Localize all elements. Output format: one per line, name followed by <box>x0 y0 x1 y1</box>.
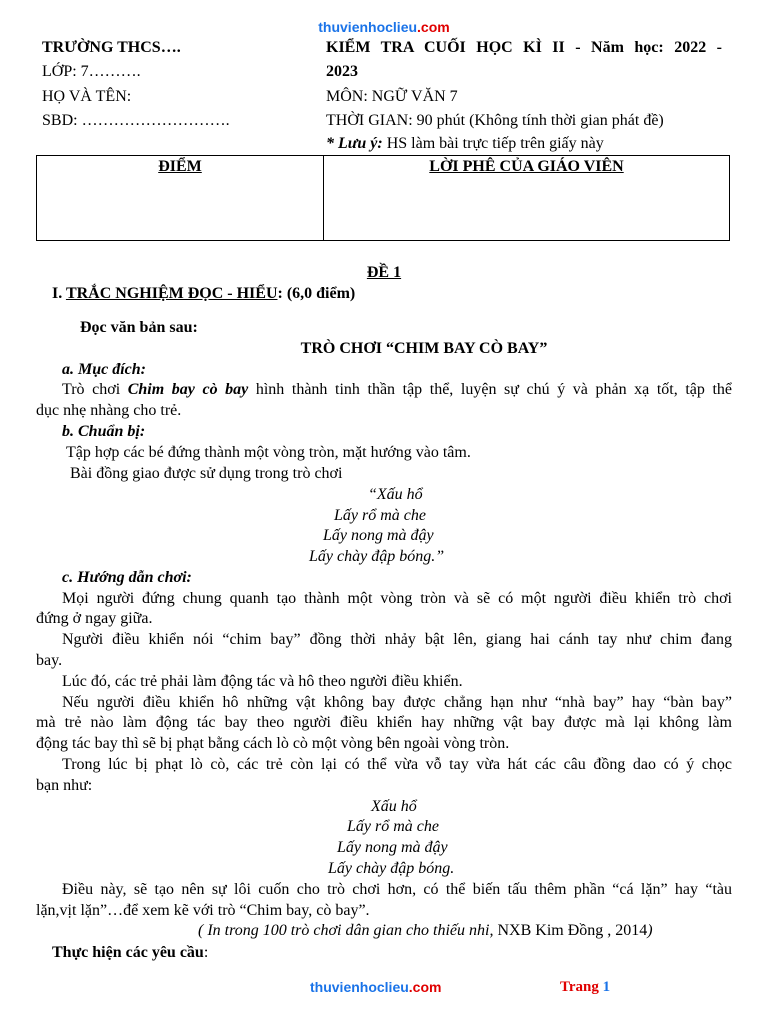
poem1-line: “Xấu hổ <box>368 486 423 503</box>
paragraph-b-line1: Tập hợp các bé đứng thành một vòng tròn, mặt hướng vào tâm. <box>66 444 471 461</box>
paragraph-a-line2: dục nhẹ nhàng cho trẻ. <box>36 402 182 419</box>
paragraph-c6-line2: lặn,vịt lặn”…để xem kẽ với trò “Chim bay, cò bay”. <box>36 902 370 919</box>
section-heading <box>52 283 768 304</box>
paragraph-c2-line2: bay. <box>36 652 63 669</box>
exam-note-text: HS làm bài trực tiếp trên giấy này <box>382 135 604 152</box>
paragraph-c4-line1: Nếu người điều khiển hô những vật không bay được chẳng hạn như “nhà bay” hay “bàn bay” <box>62 694 732 711</box>
paragraph-c3: Lúc đó, các trẻ phải làm động tác và hô theo người điều khiển. <box>62 673 463 690</box>
paragraph-c2-line1: Người điều khiển nói “chim bay” đồng thời nhảy bật lên, giang hai cánh tay như chim đang <box>62 631 732 648</box>
paragraph-c4-line2: mà trẻ nào làm động tác bay theo người điều khiển hay những vật bay được mà lại không làm <box>36 714 732 731</box>
exam-version-title: ĐỀ 1 <box>366 264 402 281</box>
site-logo-part2: .com <box>417 19 450 35</box>
exam-time: THỜI GIAN: 90 phút (Không tính thời gian phát đề) <box>326 112 664 129</box>
exam-note-label: * Lưu ý: <box>326 135 383 152</box>
passage-title: TRÒ CHƠI “CHIM BAY CÒ BAY” <box>300 340 548 357</box>
poem2-line: Xấu hổ <box>371 798 417 815</box>
task-colon: : <box>203 944 209 961</box>
task-heading <box>52 942 768 963</box>
footer-logo-part1: thuvienhoclieu <box>310 979 409 995</box>
source-book: 100 trò chơi dân gian cho thiếu nhi, <box>262 922 494 939</box>
source-close: ) <box>647 922 653 939</box>
task-label: Thực hiện các yêu cầu <box>52 944 204 961</box>
grade-column-header: ĐIỂM <box>37 156 324 241</box>
paragraph-c1-line2: đứng ở ngay giữa. <box>36 610 153 627</box>
paragraph-c6-line1: Điều này, sẽ tạo nên sự lôi cuốn cho trò chơi hơn, có thể biến tấu thêm phần “cá lặn” hay “tàu <box>62 881 732 898</box>
poem2-line: Lấy rổ mà che <box>347 818 439 835</box>
poem2-line: Lấy chày đập bóng. <box>328 860 455 877</box>
game-name-emphasis: Chim bay cò bay <box>127 381 249 398</box>
heading-a: a. Mục đích: <box>62 361 146 378</box>
source-citation <box>198 920 768 941</box>
source-publisher: NXB Kim Đồng , 2014 <box>493 922 648 939</box>
exam-note <box>326 133 768 154</box>
teacher-comment-column-header: LỜI PHÊ CỦA GIÁO VIÊN <box>324 156 730 241</box>
sbd-field: SBD: ………………………. <box>42 112 230 129</box>
paragraph-c4-line3: động tác bay thì sẽ bị phạt bằng cách lò cò một vòng bên ngoài vòng tròn. <box>36 735 510 752</box>
school-name: TRƯỜNG THCS…. <box>42 39 181 56</box>
site-logo-part1: thuvienhoclieu <box>318 19 418 35</box>
section-points: : (6,0 điểm) <box>277 285 356 302</box>
class-field: LỚP: 7………. <box>42 63 141 80</box>
page-number <box>560 979 610 996</box>
footer-logo-part2: .com <box>408 979 442 995</box>
exam-subject: MÔN: NGỮ VĂN 7 <box>326 88 458 105</box>
section-title: TRẮC NGHIỆM ĐỌC - HIỂU <box>65 285 278 302</box>
paragraph-c5-line1: Trong lúc bị phạt lò cò, các trẻ còn lại có thể vừa vỗ tay vừa hát các câu đồng dao có ý chọc <box>62 756 732 773</box>
exam-title-line2: 2023 <box>326 63 358 80</box>
paragraph-c5-line2: bạn như: <box>36 777 93 794</box>
poem2-line: Lấy nong mà đậy <box>337 839 448 856</box>
page-label: Trang <box>560 979 603 995</box>
section-prefix: I. <box>52 285 66 302</box>
paragraph-a-post: hình thành tinh thần tập thể, luyện sự chú ý và phản xạ tốt, tập thể <box>248 381 733 398</box>
paragraph-b-line2: Bài đồng giao được sử dụng trong trò chơi <box>70 465 343 482</box>
poem1-line: Lấy nong mà đậy <box>323 527 434 544</box>
poem1-line: Lấy chày đập bóng.” <box>309 548 445 565</box>
student-name-field: HỌ VÀ TÊN: <box>42 88 132 105</box>
paragraph-c1-line1: Mọi người đứng chung quanh tạo thành một vòng tròn và sẽ có một người điều khiển trò chơi <box>62 590 732 607</box>
exam-title-line1: KIỂM TRA CUỐI HỌC KÌ II - Năm học: 2022 - <box>326 39 722 56</box>
read-prompt: Đọc văn bản sau: <box>80 319 198 336</box>
poem1-line: Lấy rổ mà che <box>334 507 426 524</box>
page-num: 1 <box>602 979 611 995</box>
source-open: ( In trong <box>198 922 263 939</box>
paragraph-a-line1 <box>62 379 732 400</box>
site-logo-header <box>0 19 768 35</box>
grade-table <box>36 155 730 241</box>
heading-c: c. Hướng dẫn chơi: <box>62 569 192 586</box>
heading-b: b. Chuẩn bị: <box>62 423 146 440</box>
paragraph-a-pre: Trò chơi <box>62 381 128 398</box>
site-logo-footer <box>310 979 441 995</box>
